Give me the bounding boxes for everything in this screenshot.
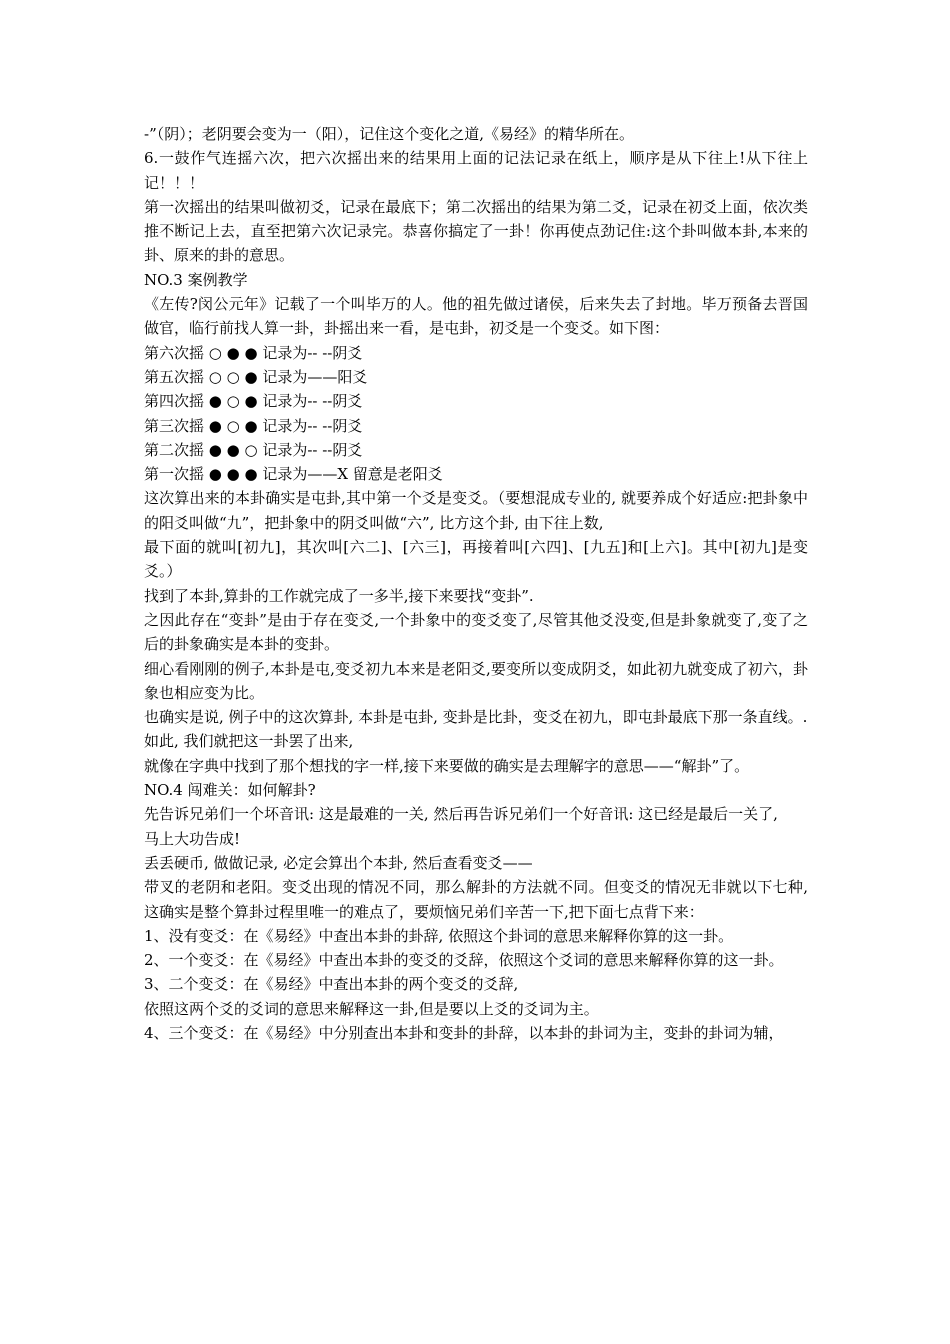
toss-record-2: 第二次摇 ● ● ○ 记录为-- --阴爻 <box>144 440 363 459</box>
document-body <box>144 122 808 1045</box>
toss-record-5: 第五次摇 ○ ○ ● 记录为——阳爻 <box>144 367 368 386</box>
section-heading-no4: NO.4 闯难关：如何解卦? <box>144 781 316 800</box>
toss-record-1: 第一次摇 ● ● ● 记录为——X 留意是老阳爻 <box>144 465 443 484</box>
paragraph-done: 如此, 我们就把这一卦罢了出来, <box>144 732 354 751</box>
paragraph-ben-gua: 这次算出来的本卦确实是屯卦,其中第一个爻是变爻。（要想混成专业的, 就要养成个好适应:把卦象中的阳爻叫做“九”，把卦象中的阴爻叫做“六”, 比方这个卦, 由下往上数, <box>144 489 808 532</box>
paragraph-why-bian-gua: 之因此存在“变卦”是由于存在变爻,一个卦象中的变爻变了,尽管其他爻没变,但是卦象就变了,变了之后的卦象确实是本卦的变卦。 <box>144 610 808 654</box>
paragraph-news: 先告诉兄弟们一个坏音讯: 这是最难的一关, 然后再告诉兄弟们一个好音讯: 这已经是最后一关了, <box>144 805 778 824</box>
paragraph-find-bian-gua: 找到了本卦,算卦的工作就完成了一多半,接下来要找“变卦”. <box>144 586 534 605</box>
paragraph-almost-done: 马上大功告成! <box>144 829 241 848</box>
rule-2: 2、一个变爻：在《易经》中查出本卦的变爻的爻辞，依照这个爻词的意思来解释你算的这一卦。 <box>144 951 784 970</box>
paragraph-example-summary: 也确实是说, 例子中的这次算卦, 本卦是屯卦, 变卦是比卦，变爻在初九，即屯卦最底下那一条直线。. <box>144 708 808 727</box>
paragraph-old-yin-change: -”（阴）；老阴要会变为一（阳），记住这个变化之道,《易经》的精华所在。 <box>144 125 635 143</box>
toss-record-6: 第六次摇 ○ ● ● 记录为-- --阴爻 <box>144 343 363 362</box>
toss-record-3: 第三次摇 ● ○ ● 记录为-- --阴爻 <box>144 416 363 435</box>
rule-4: 4、三个变爻：在《易经》中分别查出本卦和变卦的卦辞，以本卦的卦词为主，变卦的卦词为辅， <box>144 1023 784 1042</box>
paragraph-toss-coins: 丢丢硬币, 做做记录, 必定会算出个本卦, 然后查看变爻—— <box>144 853 533 872</box>
paragraph-step-6: 6.一鼓作气连摇六次，把六次摇出来的结果用上面的记法记录在纸上，顺序是从下往上!从下往上记！！！ <box>144 149 808 192</box>
section-heading-no3: NO.3 案例教学 <box>144 270 248 289</box>
rule-3: 3、二个变爻：在《易经》中查出本卦的两个变爻的爻辞, <box>144 975 519 994</box>
paragraph-seven-cases: 带叉的老阴和老阳。变爻出现的情况不同，那么解卦的方法就不同。但变爻的情况无非就以下七种, 这确实是整个算卦过程里唯一的难点了，要烦恼兄弟们辛苦一下,把下面七点背下来： <box>144 878 808 921</box>
paragraph-example-review: 细心看刚刚的例子,本卦是屯,变爻初九本来是老阳爻,要变所以变成阴爻，如此初九就变成了初六，卦象也相应变为比。 <box>144 659 808 702</box>
rule-3-continued: 依照这两个爻的爻词的意思来解释这一卦,但是要以上爻的爻词为主。 <box>144 999 599 1018</box>
toss-record-4: 第四次摇 ● ○ ● 记录为-- --阴爻 <box>144 392 363 411</box>
paragraph-zuozhuan: 《左传?闵公元年》记载了一个叫毕万的人。他的祖先做过诸侯，后来失去了封地。毕万预备去晋国做官，临行前找人算一卦，卦摇出来一看，是屯卦，初爻是一个变爻。如下图： <box>144 295 808 338</box>
paragraph-dictionary: 就像在字典中找到了那个想找的字一样,接下来要做的确实是去理解字的意思——“解卦”了。 <box>144 756 750 775</box>
paragraph-line-names: 最下面的就叫[初九]，其次叫[六二]、[六三]，再接着叫[六四]、[九五]和[上六]。其中[初九]是变爻。） <box>144 538 808 581</box>
paragraph-first-line: 第一次摇出的结果叫做初爻，记录在最底下；第二次摇出的结果为第二爻，记录在初爻上面，依次类推不断记上去，直至把第六次记录完。恭喜你搞定了一卦！你再使点劲记住:这个卦叫做本卦,本来的卦、原来的卦的意思。 <box>144 197 808 265</box>
rule-1: 1、没有变爻：在《易经》中查出本卦的卦辞, 依照这个卦词的意思来解释你算的这一卦。 <box>144 926 734 945</box>
